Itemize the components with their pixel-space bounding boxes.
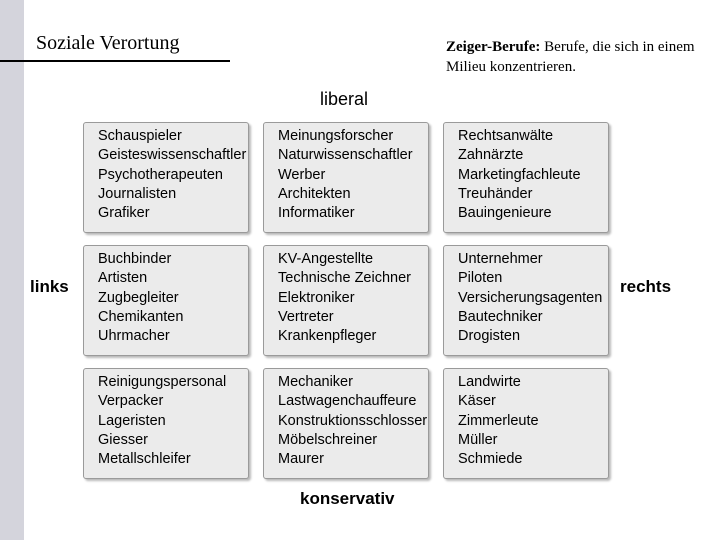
job-label: Verpacker <box>98 393 164 410</box>
job-label: Schmiede <box>458 451 523 468</box>
axis-label-right: rechts <box>620 277 672 296</box>
job-label: Vertreter <box>278 308 334 325</box>
axis-label-left: links <box>30 277 69 296</box>
definition-note <box>446 37 706 77</box>
job-label: Konstruktionsschlosser <box>278 412 428 429</box>
cell-mitte-links <box>83 245 249 356</box>
cell-mitte-rechts <box>443 245 609 356</box>
job-label: Naturwissenschaftler <box>278 147 413 164</box>
job-label: Meinungsforscher <box>278 128 394 144</box>
cell-mitte-mitte <box>263 245 429 356</box>
job-label: Unternehmer <box>458 251 543 267</box>
job-label: Geisteswissenschaftler <box>98 147 247 164</box>
job-label: Zimmerleute <box>458 412 539 429</box>
note-term: Zeiger-Berufe: <box>446 39 541 55</box>
job-label: Marketingfachleute <box>458 166 581 183</box>
job-label: Lastwagenchauffeure <box>278 393 417 410</box>
cell-konservativ-mitte <box>263 368 429 479</box>
job-label: Chemikanten <box>98 308 184 325</box>
job-label: Bautechniker <box>458 308 543 325</box>
slide-title: Soziale Verortung <box>36 32 180 54</box>
job-label: Krankenpfleger <box>278 328 377 345</box>
left-accent-bar <box>0 0 24 540</box>
job-label: Zugbegleiter <box>98 289 179 306</box>
title-underline <box>0 60 230 62</box>
cell-konservativ-rechts <box>443 368 609 479</box>
job-label: Uhrmacher <box>98 328 170 345</box>
job-label: Möbelschreiner <box>278 431 378 448</box>
job-label: Informatiker <box>278 205 355 222</box>
job-label: Journalisten <box>98 185 177 202</box>
cell-liberal-mitte <box>263 122 429 233</box>
job-label: Architekten <box>278 185 351 202</box>
cell-konservativ-links <box>83 368 249 479</box>
cell-liberal-links <box>83 122 249 233</box>
job-label: Buchbinder <box>98 251 172 267</box>
job-label: Drogisten <box>458 328 521 345</box>
job-label: Metallschleifer <box>98 451 191 468</box>
axis-label-top: liberal <box>320 89 369 109</box>
job-label: Käser <box>458 393 496 410</box>
note-text: Berufe, die sich in einem Milieu konzentrieren. <box>446 39 695 75</box>
job-label: KV-Angestellte <box>278 251 374 267</box>
job-label: Müller <box>458 431 498 448</box>
job-label: Werber <box>278 166 326 183</box>
job-label: Bauingenieure <box>458 205 552 222</box>
job-label: Technische Zeichner <box>278 270 411 287</box>
job-label: Maurer <box>278 451 324 468</box>
job-label: Zahnärzte <box>458 147 524 164</box>
axis-label-bottom: konservativ <box>300 489 395 508</box>
job-label: Elektroniker <box>278 289 355 306</box>
job-label: Psychotherapeuten <box>98 166 223 183</box>
job-label: Mechaniker <box>278 374 353 390</box>
job-label: Versicherungsagenten <box>458 289 603 306</box>
job-label: Grafiker <box>98 205 150 222</box>
job-label: Treuhänder <box>458 185 533 202</box>
job-label: Reinigungspersonal <box>98 374 227 390</box>
job-label: Artisten <box>98 270 148 287</box>
job-label: Landwirte <box>458 374 521 390</box>
job-label: Schauspieler <box>98 128 182 144</box>
job-label: Piloten <box>458 270 503 287</box>
cell-liberal-rechts <box>443 122 609 233</box>
job-label: Lageristen <box>98 412 166 429</box>
job-label: Giesser <box>98 431 148 448</box>
job-label: Rechtsanwälte <box>458 128 554 144</box>
